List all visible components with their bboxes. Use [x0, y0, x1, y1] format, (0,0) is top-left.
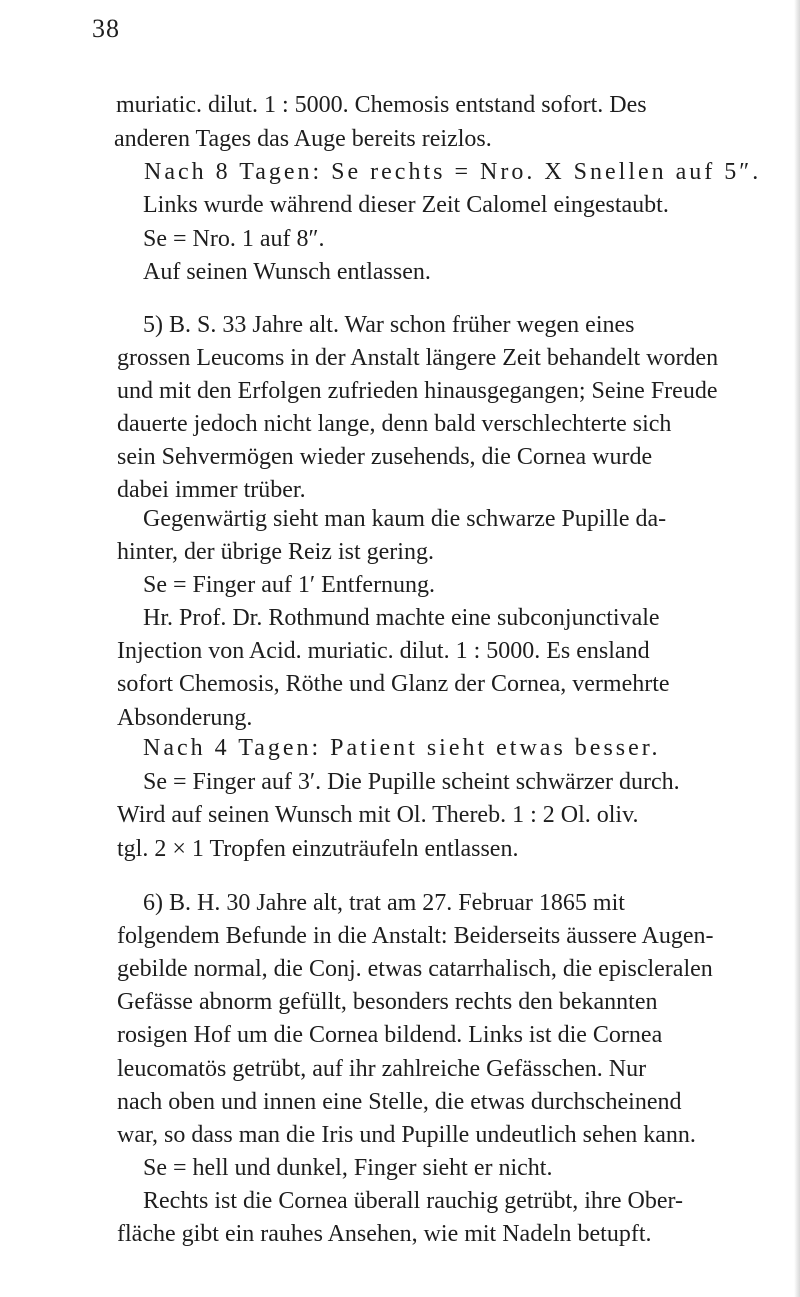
text-line: Auf seinen Wunsch entlassen. [143, 259, 431, 285]
text-line: Wird auf seinen Wunsch mit Ol. Thereb. 1 : 2 Ol. oliv. [117, 802, 639, 828]
text-line: Se = hell und dunkel, Finger sieht er nicht. [143, 1155, 553, 1181]
text-line: dauerte jedoch nicht lange, denn bald verschlechterte sich [117, 411, 672, 437]
text-line: fläche gibt ein rauhes Ansehen, wie mit Nadeln betupft. [117, 1221, 652, 1247]
text-line: und mit den Erfolgen zufrieden hinausgegangen; Seine Freude [117, 378, 718, 404]
text-line: Se = Nro. 1 auf 8″. [143, 226, 325, 252]
text-line: Absonderung. [117, 705, 253, 731]
text-line: sein Sehvermögen wieder zusehends, die Cornea wurde [117, 444, 653, 470]
text-line: leucomatös getrübt, auf ihr zahlreiche Gefässchen. Nur [117, 1056, 647, 1082]
text-line: gebilde normal, die Conj. etwas catarrhalisch, die episcleralen [117, 956, 713, 982]
text-line: grossen Leucoms in der Anstalt längere Zeit behandelt worden [117, 345, 719, 371]
text-line: 5) B. S. 33 Jahre alt. War schon früher wegen eines [143, 312, 635, 338]
page-number: 38 [92, 14, 120, 43]
text-line: folgendem Befunde in die Anstalt: Beiderseits äussere Augen- [117, 923, 714, 949]
text-line: sofort Chemosis, Röthe und Glanz der Cornea, vermehrte [117, 671, 670, 697]
text-line: Se = Finger auf 3′. Die Pupille scheint schwärzer durch. [143, 769, 680, 795]
text-line: muriatic. dilut. 1 : 5000. Chemosis entstand sofort. Des [116, 92, 647, 118]
text-line: hinter, der übrige Reiz ist gering. [117, 539, 434, 565]
text-line: rosigen Hof um die Cornea bildend. Links ist die Cornea [117, 1022, 663, 1048]
text-line: Gefässe abnorm gefüllt, besonders rechts den bekannten [117, 989, 658, 1015]
text-line: Gegenwärtig sieht man kaum die schwarze Pupille da- [143, 506, 667, 532]
text-line: Hr. Prof. Dr. Rothmund machte eine subconjunctivale [143, 605, 660, 631]
text-line: Se = Finger auf 1′ Entfernung. [143, 572, 436, 598]
text-line: war, so dass man die Iris und Pupille undeutlich sehen kann. [117, 1122, 696, 1148]
text-line: dabei immer trüber. [117, 477, 306, 503]
page-edge-shadow [794, 0, 800, 1297]
text-line: Injection von Acid. muriatic. dilut. 1 : 5000. Es ensland [117, 638, 650, 664]
text-line: Nach 4 Tagen: Patient sieht etwas besser. [143, 735, 661, 761]
text-line: 6) B. H. 30 Jahre alt, trat am 27. Februar 1865 mit [143, 890, 625, 916]
text-line: nach oben und innen eine Stelle, die etwas durchscheinend [117, 1089, 682, 1115]
text-line: Nach 8 Tagen: Se rechts = Nro. X Snellen auf 5″. [144, 159, 762, 185]
text-line: tgl. 2 × 1 Tropfen einzuträufeln entlassen. [117, 836, 519, 862]
text-line: anderen Tages das Auge bereits reizlos. [114, 126, 492, 152]
text-line: Links wurde während dieser Zeit Calomel eingestaubt. [143, 192, 669, 218]
text-line: Rechts ist die Cornea überall rauchig getrübt, ihre Ober- [143, 1188, 683, 1214]
